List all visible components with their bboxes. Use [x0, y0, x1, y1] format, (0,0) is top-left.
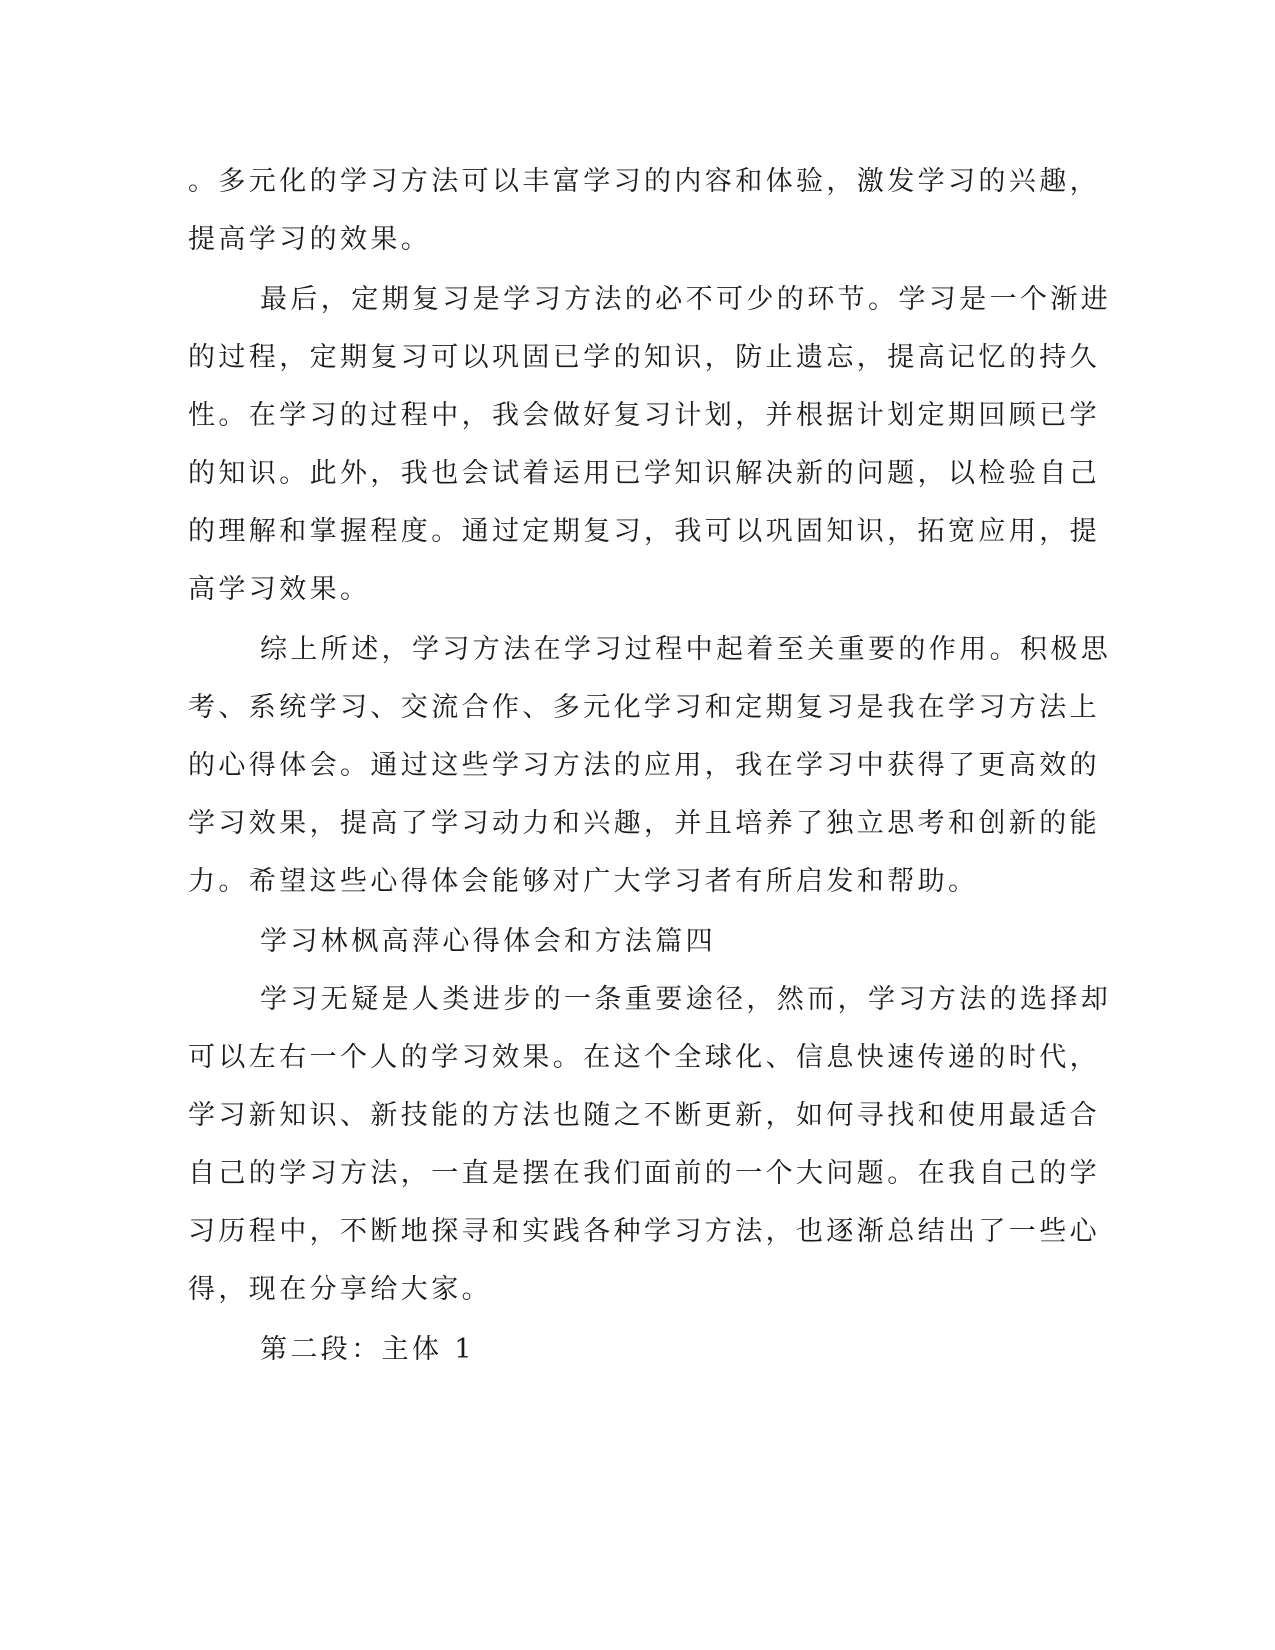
section-heading: 学习林枫高萍心得体会和方法篇四 [260, 926, 716, 957]
text-line: 自己的学习方法，一直是摆在我们面前的一个大问题。在我自己的学 [188, 1158, 1100, 1189]
text-line: 考、系统学习、交流合作、多元化学习和定期复习是我在学习方法上 [188, 692, 1100, 723]
text-line: 学习效果，提高了学习动力和兴趣，并且培养了独立思考和创新的能 [188, 808, 1100, 839]
text-line: 的理解和掌握程度。通过定期复习，我可以巩固知识，拓宽应用，提 [188, 516, 1100, 547]
text-line: 提高学习的效果。 [188, 224, 432, 255]
text-line: 的心得体会。通过这些学习方法的应用，我在学习中获得了更高效的 [188, 750, 1100, 781]
text-line: 性。在学习的过程中，我会做好复习计划，并根据计划定期回顾已学 [188, 400, 1100, 431]
text-line: 可以左右一个人的学习效果。在这个全球化、信息快速传递的时代， [188, 1042, 1100, 1073]
paragraph-first-line: 综上所述，学习方法在学习过程中起着至关重要的作用。积极思 [260, 634, 1112, 665]
paragraph-first-line: 最后，定期复习是学习方法的必不可少的环节。学习是一个渐进 [260, 284, 1112, 315]
text-line: 得，现在分享给大家。 [188, 1274, 492, 1305]
paragraph-first-line: 学习无疑是人类进步的一条重要途径，然而，学习方法的选择却 [260, 984, 1112, 1015]
text-line: 高学习效果。 [188, 574, 371, 605]
text-line: 力。希望这些心得体会能够对广大学习者有所启发和帮助。 [188, 866, 979, 897]
text-line: 习历程中，不断地探寻和实践各种学习方法，也逐渐总结出了一些心 [188, 1216, 1100, 1247]
text-line: 。多元化的学习方法可以丰富学习的内容和体验，激发学习的兴趣， [188, 166, 1100, 197]
text-line: 学习新知识、新技能的方法也随之不断更新，如何寻找和使用最适合 [188, 1100, 1100, 1131]
subsection-heading: 第二段：主体 1 [260, 1334, 475, 1365]
text-line: 的过程，定期复习可以巩固已学的知识，防止遗忘，提高记忆的持久 [188, 342, 1100, 373]
text-line: 的知识。此外，我也会试着运用已学知识解决新的问题，以检验自己 [188, 458, 1100, 489]
